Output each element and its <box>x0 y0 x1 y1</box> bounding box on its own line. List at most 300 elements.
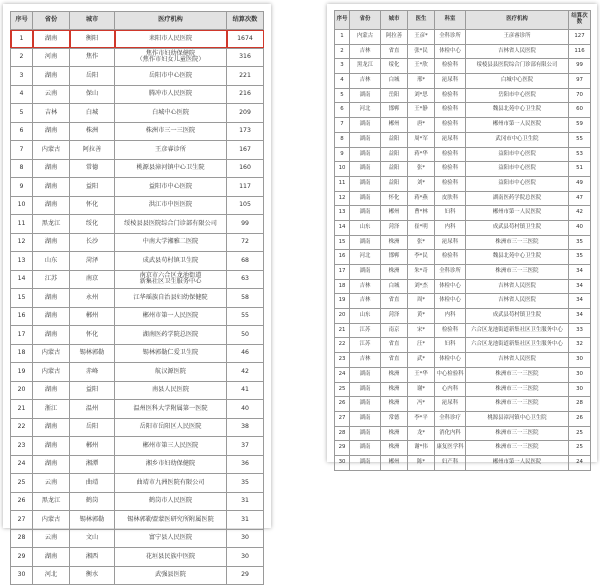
table-cell: 桃源县漳河镇中心卫生院 <box>466 411 569 426</box>
table-cell: 湘潭 <box>70 455 115 474</box>
table-cell: 王彦睿诊所 <box>466 30 569 45</box>
table-cell: 南京 <box>70 270 115 289</box>
table-cell: 王彦睿诊所 <box>115 141 227 160</box>
table-cell: 岳阳市岳阳区人民医院 <box>115 418 227 437</box>
table-cell: 菏泽 <box>70 252 115 271</box>
table-cell: 9 <box>11 178 33 197</box>
table-cell: 益阳市中心医院 <box>466 147 569 162</box>
table-row <box>11 437 264 456</box>
table-cell: 湖南 <box>33 67 70 86</box>
table-row <box>335 59 591 74</box>
table-cell: 湖南 <box>33 122 70 141</box>
table-cell: 崔*明 <box>408 220 435 235</box>
table-cell: 湖南 <box>350 176 381 191</box>
table-row <box>335 74 591 89</box>
table-cell: 105 <box>227 196 264 215</box>
table-cell: 42 <box>227 363 264 382</box>
table-cell: 云南 <box>33 529 70 548</box>
table-cell: 曹*林 <box>408 206 435 221</box>
table-cell: 白城中心医院 <box>115 104 227 123</box>
table-cell: 湖南 <box>350 411 381 426</box>
table-cell: 岳阳 <box>70 67 115 86</box>
table-cell: 26 <box>335 397 350 412</box>
table-row <box>335 206 591 221</box>
table-cell: 内科 <box>435 309 466 324</box>
table-cell: 李*民 <box>408 250 435 265</box>
col-header: 医生 <box>408 11 435 30</box>
table-cell: 97 <box>569 74 591 89</box>
table-cell: 岳阳 <box>70 418 115 437</box>
table-cell: 蒋*华 <box>408 147 435 162</box>
table-row <box>11 455 264 474</box>
table-cell: 岳阳市中心医院 <box>466 88 569 103</box>
table-cell: 13 <box>335 206 350 221</box>
table-cell: 山东 <box>350 220 381 235</box>
table-cell: 焦作市妇幼保健院 （焦作市妇女儿童医院） <box>115 48 227 67</box>
table-cell: 吉林省人民医院 <box>466 294 569 309</box>
table-row <box>335 382 591 397</box>
table-cell: 11 <box>335 176 350 191</box>
table-row <box>11 215 264 234</box>
table-cell: 锡林郭勒 <box>70 511 115 530</box>
col-header: 科室 <box>435 11 466 30</box>
table-row <box>11 363 264 382</box>
table-cell: 株洲市三一三医院 <box>466 426 569 441</box>
table-cell: 检验科 <box>435 103 466 118</box>
table-cell: 30 <box>227 548 264 567</box>
table-cell: 湖南 <box>350 88 381 103</box>
table-cell: 2 <box>335 44 350 59</box>
table-cell: 岳阳 <box>381 88 408 103</box>
table-cell: 郴州市第一人民医院 <box>466 206 569 221</box>
table-cell: 蒋*燕 <box>408 191 435 206</box>
table-cell: 冯* <box>408 397 435 412</box>
table-cell: 长沙 <box>70 233 115 252</box>
table-cell: 全科诊所 <box>435 265 466 280</box>
table-cell: 内蒙古 <box>33 363 70 382</box>
table-cell: 耒阳市人民医院 <box>115 30 227 49</box>
table-cell: 郴州市第一人民医院 <box>466 455 569 470</box>
table-cell: 体检中心 <box>435 294 466 309</box>
table-cell: 中心检验科 <box>435 367 466 382</box>
table-cell: 株洲 <box>381 397 408 412</box>
table-cell: 湖南医药学院总医院 <box>466 191 569 206</box>
table-cell: 泌尿科 <box>435 235 466 250</box>
table-cell: 黑龙江 <box>33 492 70 511</box>
table-cell: 31 <box>227 492 264 511</box>
table-cell: 40 <box>227 400 264 419</box>
table-cell: 株洲 <box>381 382 408 397</box>
table-cell: 51 <box>569 162 591 177</box>
table-cell: 体检中心 <box>435 279 466 294</box>
table-row <box>335 455 591 470</box>
table-cell: 27 <box>11 511 33 530</box>
doctor-table-body <box>335 30 591 471</box>
table-cell: 株洲市三一三医院 <box>466 265 569 280</box>
table-cell: 妇科 <box>435 338 466 353</box>
table-cell: 江华瑶族自治县妇幼保健院 <box>115 289 227 308</box>
table-cell: 心内科 <box>435 382 466 397</box>
table-row <box>335 132 591 147</box>
table-cell: 湖南 <box>33 289 70 308</box>
table-cell: 朱*奇 <box>408 265 435 280</box>
table-cell: 30 <box>227 529 264 548</box>
table-row <box>335 235 591 250</box>
table-cell: 17 <box>11 326 33 345</box>
table-row <box>11 326 264 345</box>
table-row <box>11 344 264 363</box>
table-cell: 21 <box>11 400 33 419</box>
table-cell: 12 <box>335 191 350 206</box>
table-cell: 湖南 <box>350 191 381 206</box>
table-cell: 南京 <box>381 323 408 338</box>
table-row <box>335 323 591 338</box>
table-row <box>11 307 264 326</box>
table-cell: 黑龙江 <box>350 59 381 74</box>
table-row <box>11 566 264 585</box>
table-cell: 株洲 <box>70 122 115 141</box>
table-row <box>11 196 264 215</box>
table-row <box>335 44 591 59</box>
table-cell: 3 <box>11 67 33 86</box>
table-cell: 阿拉善 <box>70 141 115 160</box>
table-cell: 26 <box>569 411 591 426</box>
table-cell: 绥棱县县医院综合门诊部有限公司 <box>115 215 227 234</box>
table-cell: 富宁县人民医院 <box>115 529 227 548</box>
table-cell: 34 <box>569 265 591 280</box>
doctor-table-header <box>335 11 591 30</box>
table-cell: 鹤岗市人民医院 <box>115 492 227 511</box>
table-cell: 31 <box>227 511 264 530</box>
table-cell: 湖南 <box>33 437 70 456</box>
table-cell: 检验科 <box>435 88 466 103</box>
table-cell: 曲靖 <box>70 474 115 493</box>
table-cell: 衡水 <box>70 566 115 585</box>
table-cell: 5 <box>335 88 350 103</box>
table-cell: 消化内科 <box>435 426 466 441</box>
table-cell: 株洲市三一三医院 <box>466 235 569 250</box>
table-cell: 16 <box>335 250 350 265</box>
table-cell: 湖南 <box>350 382 381 397</box>
table-cell: 常德 <box>381 411 408 426</box>
table-cell: 刘*杰 <box>408 279 435 294</box>
table-cell: 湖南 <box>350 426 381 441</box>
table-cell: 35 <box>569 250 591 265</box>
table-cell: 李*平 <box>408 411 435 426</box>
table-cell: 山东 <box>33 252 70 271</box>
table-row <box>11 474 264 493</box>
table-cell: 益阳 <box>381 147 408 162</box>
table-cell: 衡阳 <box>70 30 115 49</box>
col-header: 医疗机构 <box>115 12 227 30</box>
table-cell: 郴州 <box>381 206 408 221</box>
table-cell: 216 <box>227 85 264 104</box>
table-cell: 33 <box>569 323 591 338</box>
table-cell: 怀化 <box>70 196 115 215</box>
table-cell: 59 <box>569 118 591 133</box>
table-row <box>335 426 591 441</box>
table-cell: 张*民 <box>408 44 435 59</box>
table-cell: 20 <box>335 309 350 324</box>
table-cell: 55 <box>569 132 591 147</box>
table-cell: 株洲市三一三医院 <box>466 367 569 382</box>
table-row <box>335 88 591 103</box>
table-cell: 浙江 <box>33 400 70 419</box>
table-row <box>11 159 264 178</box>
table-cell: 1 <box>335 30 350 45</box>
table-cell: 云南 <box>33 85 70 104</box>
table-cell: 中南大学湘雅二医院 <box>115 233 227 252</box>
institution-table-header <box>11 12 264 30</box>
table-cell: 云南 <box>33 474 70 493</box>
table-cell: 湖南 <box>33 455 70 474</box>
table-cell: 55 <box>227 307 264 326</box>
table-cell: 7 <box>335 118 350 133</box>
table-cell: 8 <box>335 132 350 147</box>
table-cell: 内蒙古 <box>350 30 381 45</box>
table-cell: 湖南 <box>350 455 381 470</box>
table-cell: 58 <box>227 289 264 308</box>
table-row <box>335 176 591 191</box>
table-cell: 21 <box>335 323 350 338</box>
table-cell: 47 <box>569 191 591 206</box>
table-cell: 吉林省人民医院 <box>466 353 569 368</box>
table-cell: 泌尿科 <box>435 132 466 147</box>
table-cell: 3 <box>335 59 350 74</box>
table-cell: 腾冲市人民医院 <box>115 85 227 104</box>
table-cell: 益阳市中心医院 <box>115 178 227 197</box>
table-cell: 28 <box>335 426 350 441</box>
table-cell: 40 <box>569 220 591 235</box>
table-row <box>11 529 264 548</box>
table-cell: 郴州 <box>381 118 408 133</box>
table-cell: 保山 <box>70 85 115 104</box>
table-cell: 160 <box>227 159 264 178</box>
table-cell: 7 <box>11 141 33 160</box>
table-cell: 武冈市中心卫生院 <box>466 132 569 147</box>
table-cell: 吉林 <box>350 44 381 59</box>
table-cell: 南京市六合区龙池街道 新集社区卫生服务中心 <box>115 270 227 289</box>
table-cell: 郴州 <box>70 437 115 456</box>
table-cell: 康复医学科 <box>435 441 466 456</box>
table-cell: 武* <box>408 353 435 368</box>
table-row <box>11 492 264 511</box>
table-cell: 29 <box>227 566 264 585</box>
table-cell: 22 <box>335 338 350 353</box>
table-cell: 全科诊疗 <box>435 411 466 426</box>
table-cell: 郴州市第一人民医院 <box>466 118 569 133</box>
table-cell: 郴州 <box>381 455 408 470</box>
table-cell: 全科诊所 <box>435 30 466 45</box>
table-row <box>335 294 591 309</box>
table-row <box>335 309 591 324</box>
table-cell: 42 <box>569 206 591 221</box>
table-cell: 湖南 <box>33 418 70 437</box>
table-cell: 22 <box>11 418 33 437</box>
table-cell: 19 <box>11 363 33 382</box>
table-cell: 29 <box>335 441 350 456</box>
table-cell: 白城中心医院 <box>466 74 569 89</box>
table-cell: 刘*思 <box>408 88 435 103</box>
table-cell: 221 <box>227 67 264 86</box>
table-cell: 内科 <box>435 220 466 235</box>
table-row <box>11 270 264 289</box>
table-cell: 泌尿科 <box>435 397 466 412</box>
table-cell: 23 <box>335 353 350 368</box>
table-cell: 35 <box>227 474 264 493</box>
table-cell: 曲靖市九洲医院有限公司 <box>115 474 227 493</box>
table-cell: 内蒙古 <box>33 141 70 160</box>
table-cell: 316 <box>227 48 264 67</box>
table-row <box>11 30 264 49</box>
table-cell: 鹤岗 <box>70 492 115 511</box>
table-cell: 湖南 <box>350 235 381 250</box>
table-cell: 张* <box>408 235 435 250</box>
table-cell: 湖南 <box>350 206 381 221</box>
table-cell: 4 <box>11 85 33 104</box>
table-cell: 32 <box>569 338 591 353</box>
table-cell: 怀化 <box>70 326 115 345</box>
doctor-ranking-table <box>334 10 591 471</box>
table-row <box>335 353 591 368</box>
table-cell: 24 <box>335 367 350 382</box>
table-cell: 检验科 <box>435 162 466 177</box>
table-cell: 湖南 <box>350 132 381 147</box>
table-cell: 王*华 <box>408 367 435 382</box>
table-cell: 25 <box>569 441 591 456</box>
table-row <box>11 548 264 567</box>
table-cell: 68 <box>227 252 264 271</box>
table-cell: 郴州市第一人民医院 <box>115 307 227 326</box>
table-row <box>335 367 591 382</box>
table-cell: 湖南 <box>33 326 70 345</box>
table-cell: 117 <box>227 178 264 197</box>
table-cell: 检验科 <box>435 323 466 338</box>
table-cell: 38 <box>227 418 264 437</box>
table-cell: 30 <box>569 382 591 397</box>
right-panel <box>327 4 597 465</box>
table-cell: 内蒙古 <box>33 344 70 363</box>
table-cell: 锡林郭勒盟蒙医研究所附属医院 <box>115 511 227 530</box>
table-cell: 王*静 <box>408 103 435 118</box>
table-cell: 检验科 <box>435 176 466 191</box>
table-cell: 妇科 <box>435 206 466 221</box>
table-cell: 20 <box>11 381 33 400</box>
table-cell: 省直 <box>381 294 408 309</box>
table-cell: 皮肤科 <box>435 191 466 206</box>
table-cell: 株洲市三一三医院 <box>466 441 569 456</box>
table-row <box>11 418 264 437</box>
table-cell: 湖南 <box>350 265 381 280</box>
table-cell: 13 <box>11 252 33 271</box>
table-cell: 1674 <box>227 30 264 49</box>
table-cell: 2 <box>11 48 33 67</box>
table-cell: 49 <box>569 176 591 191</box>
table-cell: 16 <box>11 307 33 326</box>
col-header: 结算次数 <box>569 11 591 30</box>
table-cell: 内蒙古 <box>33 511 70 530</box>
col-header: 医疗机构 <box>466 11 569 30</box>
table-cell: 宋* <box>408 323 435 338</box>
table-cell: 湖南 <box>33 548 70 567</box>
table-row <box>335 265 591 280</box>
table-cell: 吉林省人民医院 <box>466 44 569 59</box>
table-cell: 株洲 <box>381 426 408 441</box>
table-cell: 41 <box>227 381 264 400</box>
table-cell: 株洲市三一三医院 <box>466 397 569 412</box>
table-cell: 18 <box>335 279 350 294</box>
table-cell: 周* <box>408 294 435 309</box>
table-cell: 吉林 <box>350 353 381 368</box>
table-cell: 龙* <box>408 426 435 441</box>
table-cell: 江苏 <box>33 270 70 289</box>
table-cell: 4 <box>335 74 350 89</box>
table-cell: 5 <box>11 104 33 123</box>
table-row <box>335 220 591 235</box>
table-cell: 湘西 <box>70 548 115 567</box>
col-header: 结算次数 <box>227 12 264 30</box>
table-cell: 湖南 <box>33 178 70 197</box>
table-cell: 益阳 <box>381 162 408 177</box>
table-cell: 永州 <box>70 289 115 308</box>
table-cell: 46 <box>227 344 264 363</box>
table-cell: 23 <box>11 437 33 456</box>
table-cell: 70 <box>569 88 591 103</box>
table-cell: 检验科 <box>435 118 466 133</box>
table-cell: 28 <box>11 529 33 548</box>
table-cell: 汪* <box>408 338 435 353</box>
table-cell: 白城 <box>381 279 408 294</box>
table-cell: 王彦* <box>408 30 435 45</box>
table-cell: 郴州市第三人民医院 <box>115 437 227 456</box>
table-cell: 邢* <box>408 74 435 89</box>
table-cell: 株洲 <box>381 235 408 250</box>
table-cell: 19 <box>335 294 350 309</box>
table-cell: 省直 <box>381 338 408 353</box>
table-cell: 江苏 <box>350 338 381 353</box>
table-cell: 34 <box>569 309 591 324</box>
table-row <box>335 191 591 206</box>
table-cell: 湖南 <box>33 307 70 326</box>
table-cell: 温州医科大学附属第一医院 <box>115 400 227 419</box>
table-row <box>11 104 264 123</box>
table-row <box>11 252 264 271</box>
table-cell: 株洲市三一三医院 <box>115 122 227 141</box>
table-cell: 魏县北苑中心卫生院 <box>466 250 569 265</box>
table-cell: 18 <box>11 344 33 363</box>
table-cell: 益阳 <box>381 132 408 147</box>
table-cell: 常德 <box>70 159 115 178</box>
table-cell: 湖南 <box>350 147 381 162</box>
table-cell: 36 <box>227 455 264 474</box>
table-cell: 魏县北苑中心卫生院 <box>466 103 569 118</box>
table-row <box>11 400 264 419</box>
table-cell: 文山 <box>70 529 115 548</box>
table-cell: 25 <box>11 474 33 493</box>
table-cell: 益阳 <box>70 178 115 197</box>
left-panel <box>3 4 271 579</box>
table-cell: 检验科 <box>435 147 466 162</box>
table-row <box>11 67 264 86</box>
table-row <box>335 162 591 177</box>
table-cell: 航汉源医院 <box>115 363 227 382</box>
table-cell: 邯郸 <box>381 103 408 118</box>
table-cell: 绥化 <box>70 215 115 234</box>
table-cell: 河北 <box>350 103 381 118</box>
table-cell: 湖南医药学院总医院 <box>115 326 227 345</box>
table-row <box>11 233 264 252</box>
table-cell: 绥化 <box>381 59 408 74</box>
